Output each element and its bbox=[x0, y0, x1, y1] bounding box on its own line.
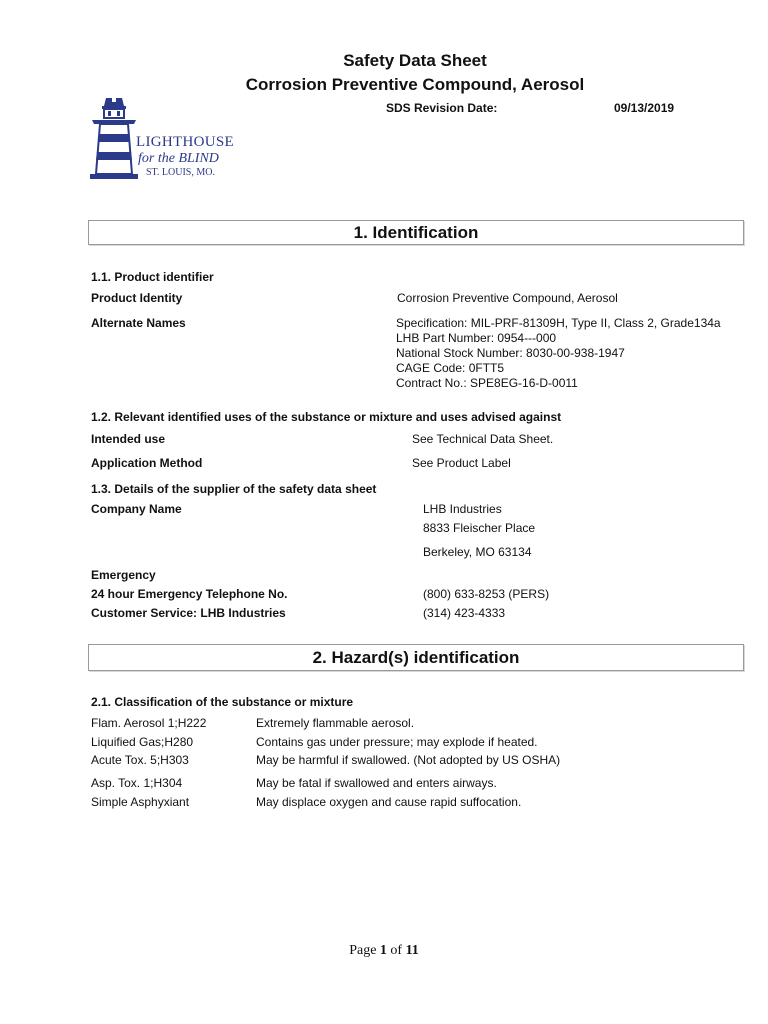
page-word: Page bbox=[349, 943, 377, 958]
customer-service-label: Customer Service: LHB Industries bbox=[91, 606, 286, 620]
alternate-names-list bbox=[396, 316, 721, 391]
of-word: of bbox=[390, 943, 403, 958]
lighthouse-icon bbox=[88, 98, 140, 180]
product-identity-label: Product Identity bbox=[91, 291, 183, 305]
hazard-description: May be harmful if swallowed. (Not adopted by US OSHA) bbox=[256, 753, 561, 767]
product-title: Corrosion Preventive Compound, Aerosol bbox=[245, 75, 585, 94]
subsection-1-2-heading: 1.2. Relevant identified uses of the substance or mixture and uses advised against bbox=[91, 410, 562, 424]
alternate-name-item: LHB Part Number: 0954---000 bbox=[396, 331, 557, 345]
company-address-line-2: Berkeley, MO 63134 bbox=[423, 545, 532, 559]
intended-use-value: See Technical Data Sheet. bbox=[412, 432, 554, 446]
section-2-title: 2. Hazard(s) identification bbox=[312, 648, 520, 667]
section-1-title: 1. Identification bbox=[353, 223, 479, 242]
emergency-phone-label: 24 hour Emergency Telephone No. bbox=[91, 587, 288, 601]
hazard-code: Acute Tox. 5;H303 bbox=[91, 753, 189, 767]
alternate-names-label: Alternate Names bbox=[91, 316, 186, 330]
subsection-1-1-heading: 1.1. Product identifier bbox=[91, 270, 214, 284]
logo-line-st-louis: ST. LOUIS, MO. bbox=[146, 167, 215, 178]
page-total: 11 bbox=[405, 943, 419, 958]
emergency-phone-value: (800) 633-8253 (PERS) bbox=[423, 587, 550, 601]
hazard-description: Extremely flammable aerosol. bbox=[256, 716, 415, 730]
company-name-value: LHB Industries bbox=[423, 502, 502, 516]
page-number: 1 bbox=[379, 943, 387, 958]
company-address-line-1: 8833 Fleischer Place bbox=[423, 521, 536, 535]
document-title: Safety Data Sheet bbox=[343, 51, 487, 70]
alternate-name-item: National Stock Number: 8030-00-938-1947 bbox=[396, 346, 625, 360]
lighthouse-logo bbox=[88, 98, 238, 180]
section-1-header bbox=[88, 220, 744, 245]
page-footer bbox=[0, 943, 768, 959]
subsection-1-3-heading: 1.3. Details of the supplier of the safety data sheet bbox=[91, 482, 377, 496]
logo-line-lighthouse: LIGHTHOUSE bbox=[136, 134, 234, 150]
company-name-label: Company Name bbox=[91, 502, 182, 516]
section-2-header bbox=[88, 644, 744, 671]
hazard-code: Simple Asphyxiant bbox=[91, 795, 190, 809]
hazard-code: Flam. Aerosol 1;H222 bbox=[91, 716, 207, 730]
alternate-name-item: Contract No.: SPE8EG-16-D-0011 bbox=[396, 376, 578, 390]
hazard-description: May be fatal if swallowed and enters airways. bbox=[256, 776, 497, 790]
revision-date-label: SDS Revision Date: bbox=[386, 101, 498, 115]
hazard-code: Asp. Tox. 1;H304 bbox=[91, 776, 183, 790]
alternate-name-item: CAGE Code: 0FTT5 bbox=[396, 361, 505, 375]
logo-line-for-the-blind: for the BLIND bbox=[138, 151, 219, 166]
subsection-2-1-heading: 2.1. Classification of the substance or mixture bbox=[91, 695, 354, 709]
hazard-code: Liquified Gas;H280 bbox=[91, 735, 194, 749]
hazard-description: Contains gas under pressure; may explode if heated. bbox=[256, 735, 538, 749]
customer-service-value: (314) 423-4333 bbox=[423, 606, 506, 620]
product-identity-value: Corrosion Preventive Compound, Aerosol bbox=[397, 291, 618, 305]
alternate-name-item: Specification: MIL-PRF-81309H, Type II, Class 2, Grade134a bbox=[396, 316, 721, 330]
application-method-value: See Product Label bbox=[412, 456, 511, 470]
hazard-description: May displace oxygen and cause rapid suffocation. bbox=[256, 795, 522, 809]
emergency-label: Emergency bbox=[91, 568, 156, 582]
application-method-label: Application Method bbox=[91, 456, 203, 470]
intended-use-label: Intended use bbox=[91, 432, 166, 446]
revision-date-value: 09/13/2019 bbox=[614, 101, 675, 115]
